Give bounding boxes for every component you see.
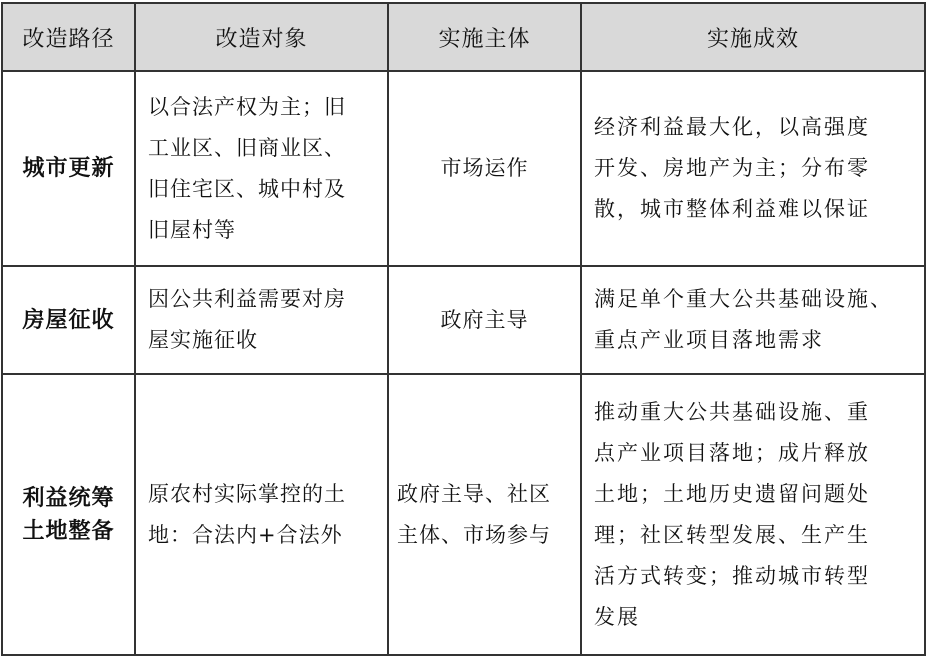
text-line: 土地整备 bbox=[22, 518, 115, 544]
header-effect: 实施成效 bbox=[581, 3, 925, 71]
text-line: 理；社区转型发展、生产生 bbox=[594, 522, 870, 547]
text-line: 利益统筹 bbox=[22, 485, 115, 511]
header-row bbox=[2, 3, 925, 71]
text-line: 主体、市场参与 bbox=[397, 522, 551, 547]
row-effect bbox=[581, 374, 925, 655]
table-row bbox=[2, 374, 925, 655]
table-row bbox=[2, 71, 925, 266]
header-path: 改造路径 bbox=[2, 3, 135, 71]
text-line: 满足单个重大公共基础设施、 bbox=[594, 287, 893, 311]
text-line: 旧住宅区、城中村及 bbox=[148, 176, 346, 201]
text-line: 屋实施征收 bbox=[148, 328, 258, 352]
row-subject bbox=[388, 374, 581, 655]
text-line: 地：合法内+合法外 bbox=[148, 522, 343, 547]
text-line: 重点产业项目落地需求 bbox=[594, 328, 824, 352]
header-subject: 实施主体 bbox=[388, 3, 581, 71]
text-line: 经济利益最大化，以高强度 bbox=[594, 115, 870, 139]
row-path: 城市更新 bbox=[2, 71, 135, 266]
text-line: 推动重大公共基础设施、重 bbox=[594, 399, 870, 424]
text-line: 土地；土地历史遗留问题处 bbox=[594, 481, 870, 506]
comparison-table bbox=[1, 2, 926, 656]
row-object bbox=[135, 71, 388, 266]
row-path bbox=[2, 374, 135, 655]
text-line: 开发、房地产为主；分布零 bbox=[594, 156, 870, 180]
header-object: 改造对象 bbox=[135, 3, 388, 71]
text-line: 因公共利益需要对房 bbox=[148, 287, 346, 311]
text-line: 发展 bbox=[594, 604, 640, 629]
row-effect bbox=[581, 266, 925, 374]
text-line: 散，城市整体利益难以保证 bbox=[594, 197, 870, 221]
row-object bbox=[135, 266, 388, 374]
row-object bbox=[135, 374, 388, 655]
row-subject: 政府主导 bbox=[388, 266, 581, 374]
row-path: 房屋征收 bbox=[2, 266, 135, 374]
text-line: 活方式转变；推动城市转型 bbox=[594, 563, 870, 588]
text-line: 政府主导、社区 bbox=[397, 481, 551, 506]
text-line: 点产业项目落地；成片释放 bbox=[594, 440, 870, 465]
text-line: 旧屋村等 bbox=[148, 217, 236, 242]
row-subject: 市场运作 bbox=[388, 71, 581, 266]
text-line: 以合法产权为主；旧 bbox=[148, 94, 346, 119]
row-effect bbox=[581, 71, 925, 266]
text-line: 原农村实际掌控的土 bbox=[148, 481, 346, 506]
text-line: 工业区、旧商业区、 bbox=[148, 135, 346, 160]
table-row bbox=[2, 266, 925, 374]
